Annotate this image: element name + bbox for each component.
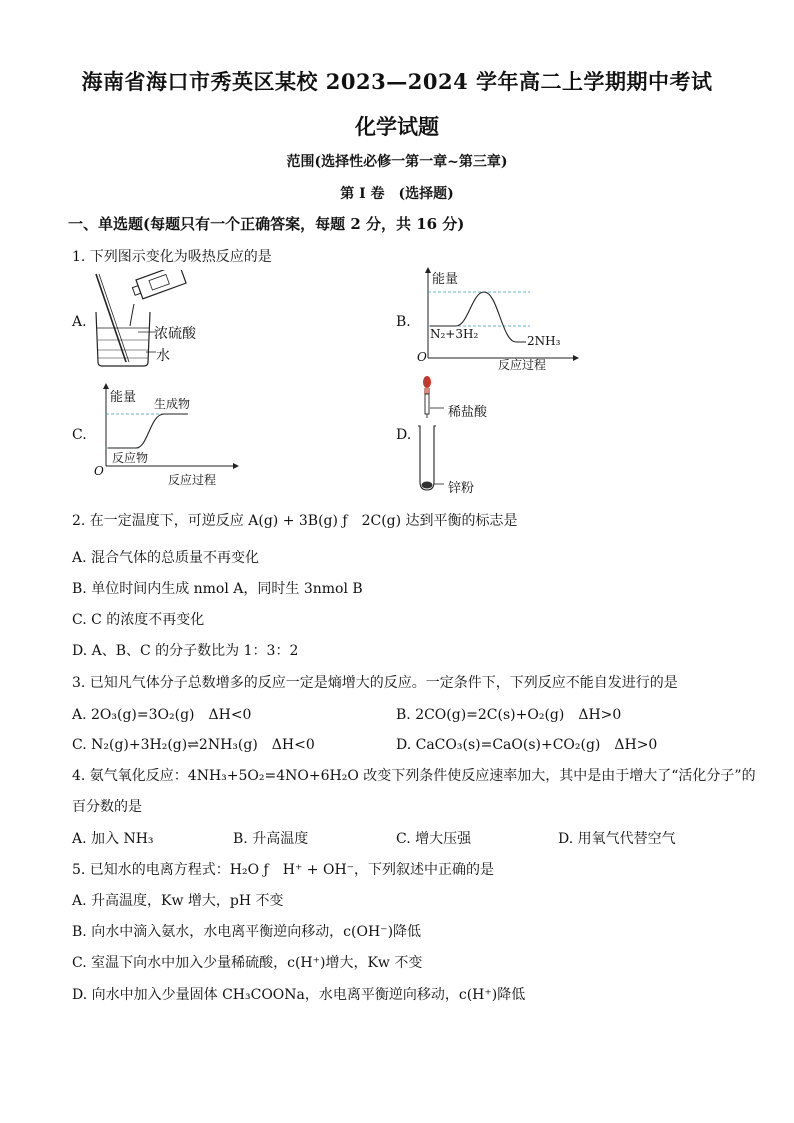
q1-option-a-figure [90,270,250,370]
q5-option-b: B. 向水中滴入氨水，水电离平衡逆向移动，c(OH⁻)降低 [72,924,422,940]
q1-option-b-origin: O [417,350,427,364]
q2-option-b: B. 单位时间内生成 nmol A，同时生 3nmol B [72,581,363,597]
q2-option-c: C. C 的浓度不再变化 [72,612,205,628]
q4-stem-continued: 百分数的是 [72,799,142,815]
q1-option-c-origin: O [94,464,104,478]
q4-option-c: C. 增大压强 [396,831,472,847]
q3-option-d: D. CaCO₃(s)=CaO(s)+CO₂(g) ΔH>0 [396,737,658,753]
q1-option-c-xlabel: 反应过程 [168,473,217,487]
q1-option-c-reactants: 反应物 [112,451,149,465]
q1-option-a-water: 水 [156,348,170,364]
q1-option-b-label: B. [396,314,411,330]
exam-subtitle: 化学试题 [355,114,439,139]
q1-option-b-products: 2NH₃ [527,334,561,348]
q5-option-c: C. 室温下向水中加入少量稀硫酸，c(H⁺)增大，Kw 不变 [72,955,423,971]
section-heading: 一、单选题(每题只有一个正确答案，每题 2 分，共 16 分) [68,215,465,233]
q5-option-d: D. 向水中加入少量固体 CH₃COONa，水电离平衡逆向移动，c(H⁺)降低 [72,987,526,1003]
q3-option-a: A. 2O₃(g)=3O₂(g) ΔH<0 [72,707,252,723]
q1-option-c-ylabel: 能量 [110,390,137,405]
q3-option-b: B. 2CO(g)=2C(s)+O₂(g) ΔH>0 [396,707,622,723]
q1-option-a-label: A. [72,314,87,330]
q1-option-c-label: C. [72,427,87,443]
q4-stem: 4. 氨气氧化反应：4NH₃+5O₂=4NO+6H₂O 改变下列条件使反应速率加大，其中是由于增大了“活化分子”的 [72,768,756,784]
q1-option-b-xlabel: 反应过程 [498,358,547,372]
q2-option-d: D. A、B、C 的分子数比为 1：3：2 [72,643,299,659]
q2-option-a: A. 混合气体的总质量不再变化 [72,550,260,566]
q2-stem: 2. 在一定温度下，可逆反应 A(g) + 3B(g) ƒ 2C(g) 达到平衡的标志是 [72,513,518,529]
exam-part: 第 I 卷 (选择题) [340,186,454,202]
q5-stem: 5. 已知水的电离方程式：H₂O ƒ H⁺ + OH⁻，下列叙述中正确的是 [72,862,495,878]
q1-option-a-acid: 浓硫酸 [154,326,196,342]
q4-option-d: D. 用氧气代替空气 [558,831,676,847]
q4-option-b: B. 升高温度 [233,831,309,847]
exam-title: 海南省海口市秀英区某校 2023—2024 学年高二上学期期中考试 [81,69,713,94]
q1-option-d-acid: 稀盐酸 [448,405,488,420]
q1-stem: 1. 下列图示变化为吸热反应的是 [72,249,272,265]
q1-option-b-ylabel: 能量 [432,272,459,287]
q1-option-d-label: D. [396,427,412,443]
q3-stem: 3. 已知凡气体分子总数增多的反应一定是熵增大的反应。一定条件下，下列反应不能自发进行的是 [72,675,678,691]
q4-option-a: A. 加入 NH₃ [72,831,154,847]
q3-option-c: C. N₂(g)+3H₂(g)⇌2NH₃(g) ΔH<0 [72,737,315,753]
q1-option-d-zinc: 锌粉 [448,481,475,496]
q5-option-a: A. 升高温度，Kw 增大，pH 不变 [72,893,284,909]
q1-option-b-reactants: N₂+3H₂ [430,327,479,341]
exam-scope: 范围(选择性必修一第一章~第三章) [286,154,508,170]
q1-option-c-products: 生成物 [154,397,191,411]
